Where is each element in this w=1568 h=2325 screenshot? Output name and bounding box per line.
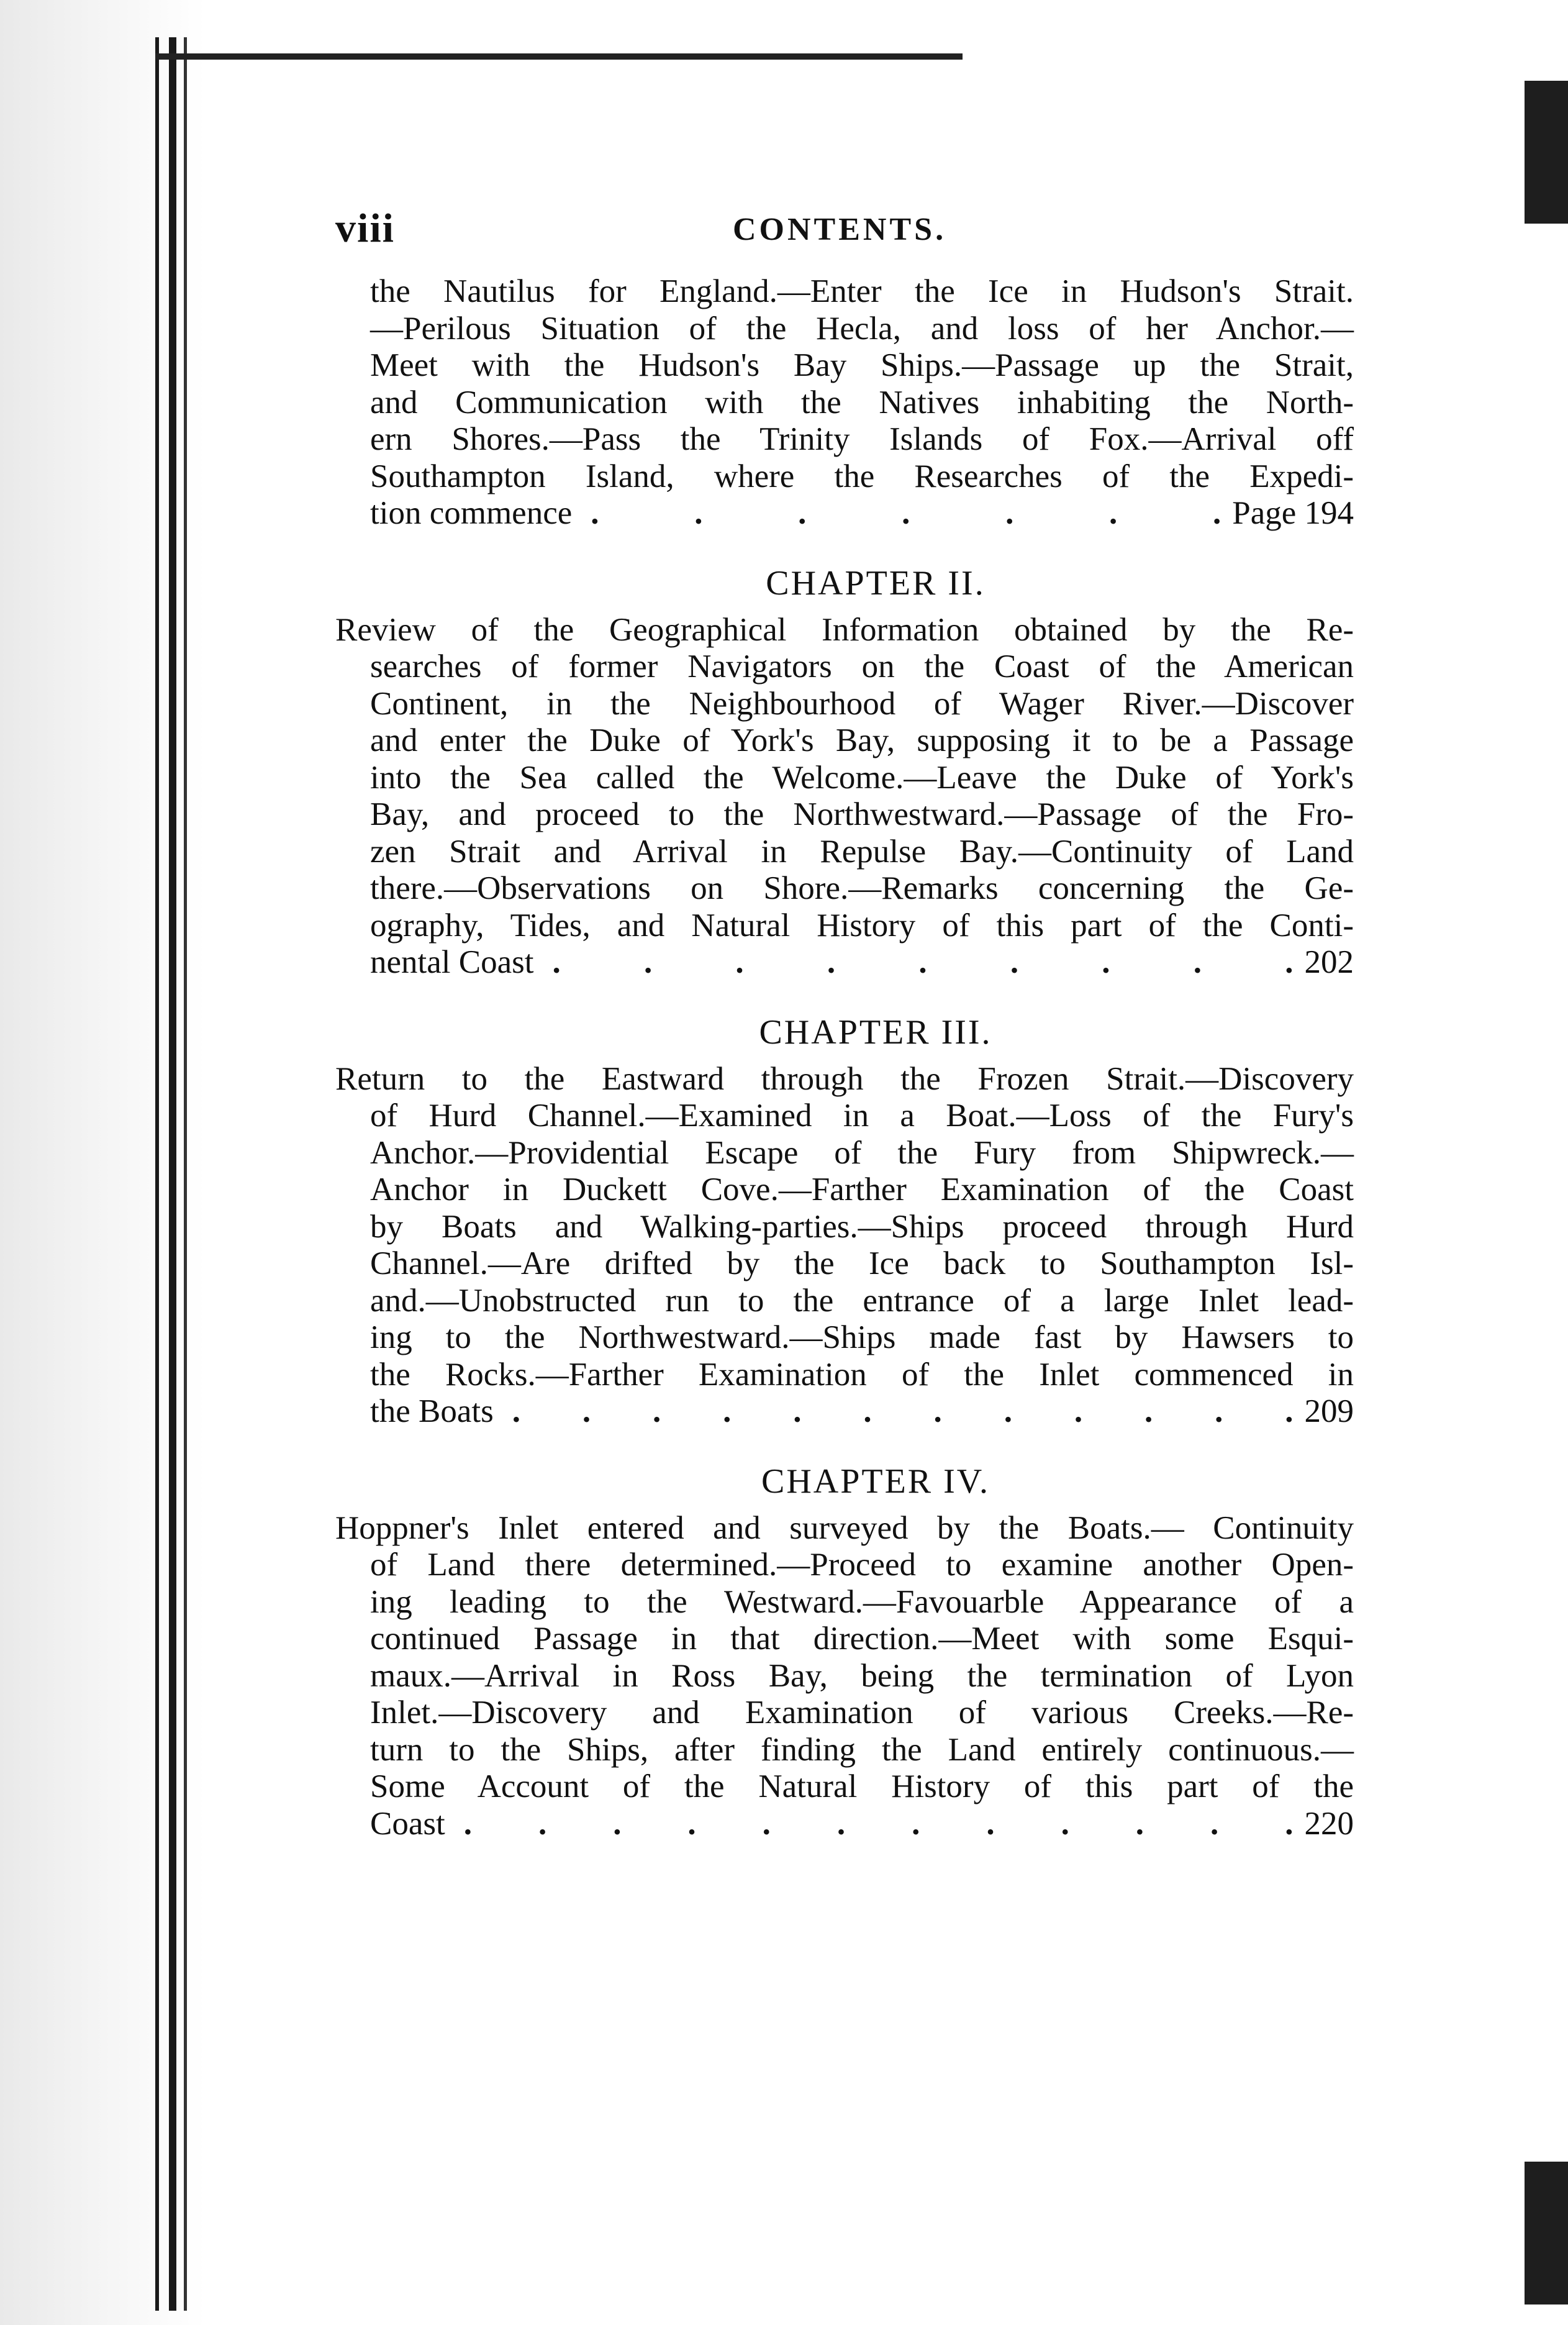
entry-line: Coast (370, 1805, 445, 1842)
scan-binding-line (184, 37, 187, 2311)
entry-last-line (335, 1393, 1354, 1431)
entry-line: searches of former Navigators on the Coast of the American (370, 648, 1354, 685)
entry-line: Meet with the Hudson's Bay Ships.—Passage up the Strait, (370, 347, 1354, 383)
page-reference: Page 194 (1232, 495, 1354, 531)
entry-line: zen Strait and Arrival in Repulse Bay.—Continuity of Land (370, 833, 1354, 870)
entry-line: Hoppner's Inlet entered and surveyed by the Boats.— Continuity (335, 1509, 1354, 1546)
entry-line: Return to the Eastward through the Frozen Strait.—Discovery (335, 1060, 1354, 1097)
running-title: CONTENTS. (733, 212, 947, 247)
entry-line: Bay, and proceed to the Northwestward.—Passage of the Fro- (370, 796, 1354, 832)
entry-line: Continent, in the Neighbourhood of Wager River.—Discover (370, 685, 1354, 722)
entry-line: the Boats (370, 1393, 494, 1429)
entry-line: turn to the Ships, after finding the Land entirely continuous.— (370, 1731, 1354, 1768)
dot-leader: . . . . . . . . . . . . (463, 1805, 1294, 1842)
entry-line: and Communication with the Natives inhabiting the North- (370, 384, 1354, 421)
entry-line: —Perilous Situation of the Hecla, and loss of her Anchor.— (370, 310, 1354, 347)
dot-leader: . . . . . . . . . (552, 944, 1294, 980)
entry-line: continued Passage in that direction.—Meet with some Esqui- (370, 1621, 1354, 1657)
chapter-heading: CHAPTER III. (759, 1012, 992, 1052)
entry-line: and enter the Duke of York's Bay, supposing it to be a Passage (370, 722, 1354, 758)
page-reference: 220 (1304, 1805, 1354, 1842)
entry-line: into the Sea called the Welcome.—Leave the Duke of York's (370, 759, 1354, 796)
contents-entry (335, 1061, 1354, 1431)
scan-binding-line (155, 37, 159, 2311)
contents-entry (335, 612, 1354, 981)
entry-line: Anchor in Duckett Cove.—Farther Examination of the Coast (370, 1172, 1354, 1208)
entry-line: by Boats and Walking-parties.—Ships proceed through Hurd (370, 1208, 1354, 1245)
entry-line: ing leading to the Westward.—Favouarble Appearance of a (370, 1583, 1354, 1620)
dot-leader: . . . . . . . (591, 495, 1221, 531)
entry-line: of Hurd Channel.—Examined in a Boat.—Loss of the Fury's (370, 1098, 1354, 1134)
scan-edge-mark (1525, 2162, 1568, 2305)
page-reference: 202 (1304, 944, 1354, 980)
entry-line: Anchor.—Providential Escape of the Fury from Shipwreck.— (370, 1134, 1354, 1171)
page-number: viii (335, 206, 396, 251)
entry-line: nental Coast (370, 944, 534, 980)
entry-last-line (335, 1806, 1354, 1843)
entry-line: Channel.—Are drifted by the Ice back to Southampton Isl- (370, 1245, 1354, 1281)
entry-line: Inlet.—Discovery and Examination of various Creeks.—Re- (370, 1695, 1354, 1731)
page-reference: 209 (1304, 1393, 1354, 1429)
entry-line: Review of the Geographical Information obtained by the Re- (335, 611, 1354, 648)
entry-line: ography, Tides, and Natural History of this part of the Conti- (370, 907, 1354, 944)
scan-edge-mark (1525, 81, 1568, 224)
entry-line: Some Account of the Natural History of this part of the (370, 1768, 1354, 1804)
running-head (335, 205, 1354, 273)
entry-line: Southampton Island, where the Researches of the Expedi- (370, 458, 1354, 494)
entry-line: the Nautilus for England.—Enter the Ice in Hudson's Strait. (370, 273, 1354, 309)
chapter-heading: CHAPTER IV. (761, 1462, 990, 1501)
contents-entry-continued (335, 273, 1354, 532)
contents-entry (335, 1510, 1354, 1843)
entry-line: and.—Unobstructed run to the entrance of a large Inlet lead- (370, 1282, 1354, 1319)
dot-leader: . . . . . . . . . . . . (512, 1393, 1294, 1429)
entry-line: ing to the Northwestward.—Ships made fast by Hawsers to (370, 1319, 1354, 1355)
scan-top-edge (155, 53, 963, 60)
chapter-heading: CHAPTER II. (766, 563, 986, 603)
entry-last-line (335, 944, 1354, 981)
book-page (335, 205, 1354, 1842)
entry-line: ern Shores.—Pass the Trinity Islands of Fox.—Arrival off (370, 421, 1354, 457)
entry-line: tion commence (370, 495, 573, 531)
entry-last-line (370, 495, 1354, 532)
entry-line: of Land there determined.—Proceed to examine another Open- (370, 1547, 1354, 1583)
entry-line: the Rocks.—Farther Examination of the Inlet commenced in (370, 1356, 1354, 1393)
scan-binding-line (169, 37, 176, 2311)
entry-line: there.—Observations on Shore.—Remarks concerning the Ge- (370, 870, 1354, 906)
entry-line: maux.—Arrival in Ross Bay, being the termination of Lyon (370, 1657, 1354, 1694)
